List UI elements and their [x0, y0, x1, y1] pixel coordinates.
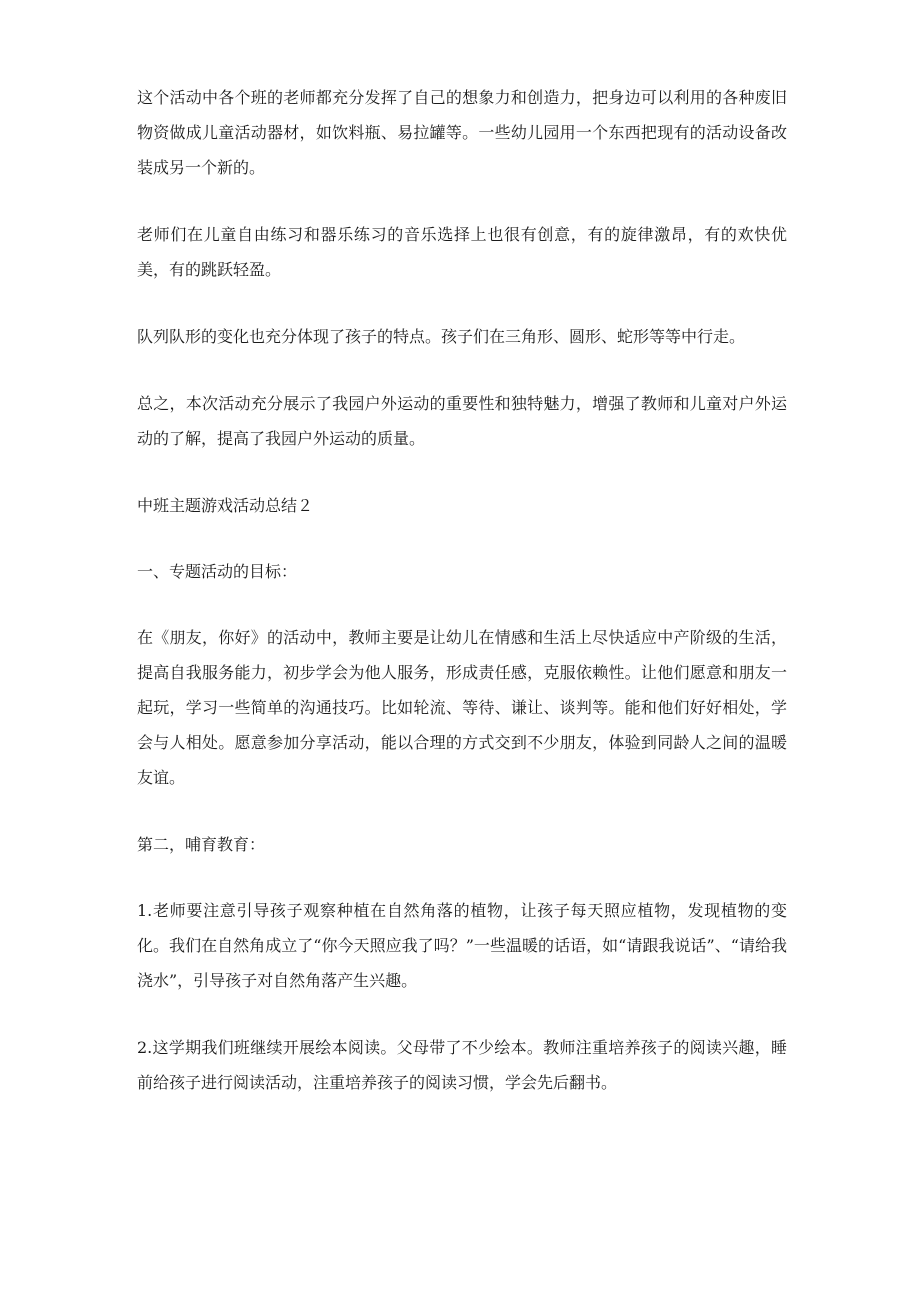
paragraph-conclusion: 总之，本次活动充分展示了我园户外运动的重要性和独特魅力，增强了教师和儿童对户外运动的了解，提高了我园户外运动的质量。 [137, 394, 787, 448]
paragraph-friends-activity: 在《朋友，你好》的活动中，教师主要是让幼儿在情感和生活上尽快适应中产阶级的生活，提高自我服务能力，初步学会为他人服务，形成责任感，克服依赖性。让他们愿意和朋友一起玩，学习一些简单的沟通技巧。比如轮流、等待、谦让、谈判等。能和他们好好相处，学会与人相处。愿意参加分享活动，能以合理的方式交到不少朋友，体验到同龄人之间的温暖友谊。 [137, 628, 787, 787]
paragraph-activity-materials: 这个活动中各个班的老师都充分发挥了自己的想象力和创造力，把身边可以利用的各种废旧物资做成儿童活动器材，如饮料瓶、易拉罐等。一些幼儿园用一个东西把现有的活动设备改装成另一个新的。 [137, 88, 787, 177]
paragraph-music-selection: 老师们在儿童自由练习和器乐练习的音乐选择上也很有创意，有的旋律激昂，有的欢快优美，有的跳跃轻盈。 [137, 225, 787, 279]
heading-activity-goals: 一、专题活动的目标： [137, 562, 298, 581]
paragraph-formation: 队列队形的变化也充分体现了孩子的特点。孩子们在三角形、圆形、蛇形等等中行走。 [137, 327, 746, 346]
heading-nurturing-education: 第二，哺育教育： [137, 835, 266, 854]
document-body [137, 80, 787, 1132]
section-title-summary-2: 中班主题游戏活动总结２ [137, 496, 314, 515]
list-item-picture-book-reading: 2.这学期我们班继续开展绘本阅读。父母带了不少绘本。教师注重培养孩子的阅读兴趣，睡前给孩子进行阅读活动，注重培养孩子的阅读习惯，学会先后翻书。 [137, 1038, 787, 1092]
list-item-plant-observation: 1.老师要注意引导孩子观察种植在自然角落的植物，让孩子每天照应植物，发现植物的变化。我们在自然角成立了“你今天照应我了吗？”一些温暖的话语，如“请跟我说话”、“请给我浇水”，引导孩子对自然角落产生兴趣。 [137, 901, 787, 990]
